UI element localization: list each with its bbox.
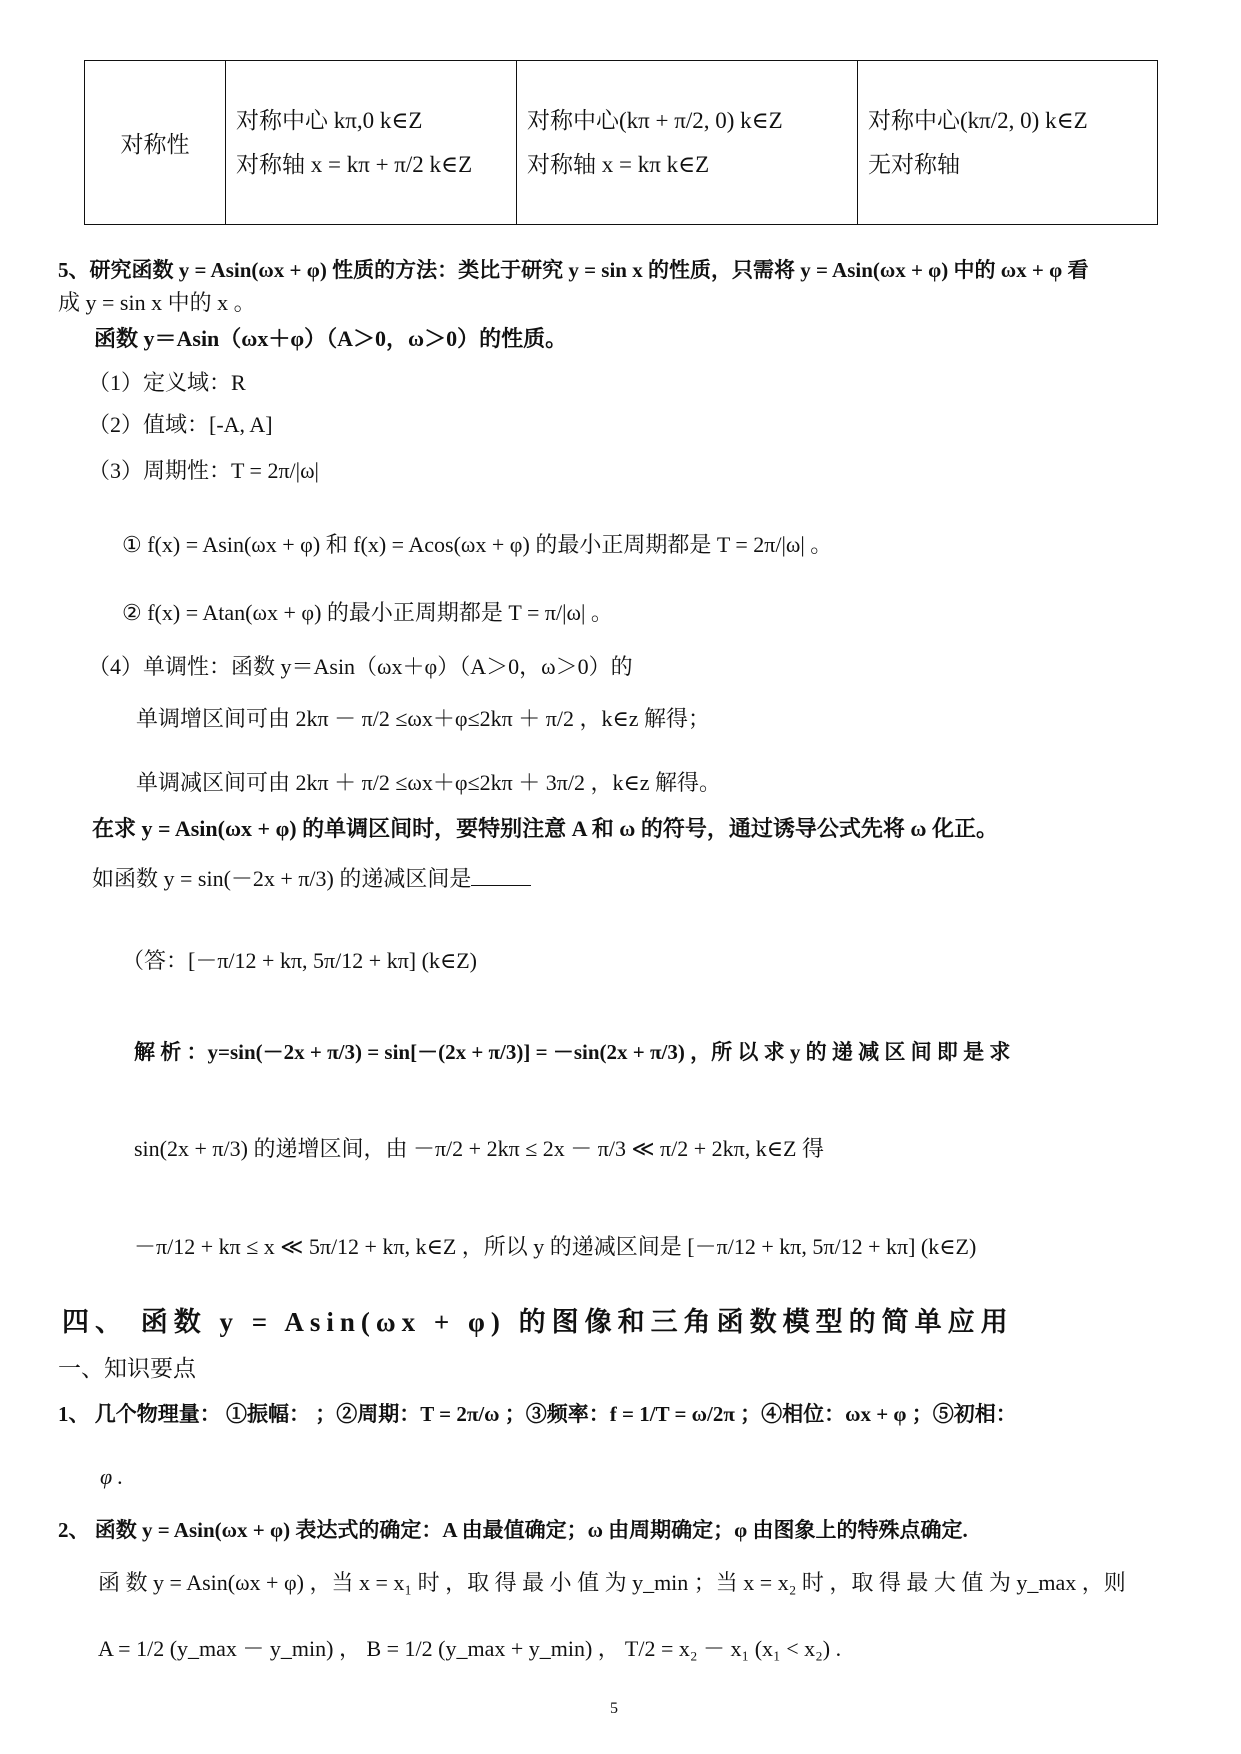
section4-title: 四、 函数 y = Asin(ωx + φ) 的图像和三角函数模型的简单应用 <box>62 1307 1014 1337</box>
sign-note: 在求 y = Asin(ωx + φ) 的单调区间时，要特别注意 A 和 ω 的符号，通过诱导公式先将 ω 化正。 <box>92 816 998 841</box>
sec5-line2: 成 y = sin x 中的 x 。 <box>58 290 256 315</box>
sec5-heading: 函数 y＝Asin（ωx＋φ）（A＞0，ω＞0）的性质。 <box>94 326 568 351</box>
example-line <box>92 862 531 893</box>
sin-center: 对称中心 kπ,0 k∈Z <box>236 107 423 133</box>
symmetry-table <box>84 60 1158 225</box>
monotonic-increase: 单调增区间可由 2kπ － π/2 ≤ωx＋φ≤2kπ ＋ π/2 ，k∈z 解得； <box>136 706 711 731</box>
period-sin-cos: ① f(x) = Asin(ωx + φ) 和 f(x) = Acos(ωx + φ) 的最小正周期都是 T = 2π/|ω| 。 <box>122 532 833 557</box>
answer-line: （答：[－π/12 + kπ, 5π/12 + kπ] (k∈Z) <box>122 948 477 973</box>
period-tan: ② f(x) = Atan(ωx + φ) 的最小正周期都是 T = π/|ω| 。 <box>122 600 613 625</box>
table-col-sin <box>226 61 517 225</box>
table-label: 对称性 <box>85 61 226 225</box>
example-text: 如函数 y = sin(－2x + π/3) 的递减区间是 <box>92 866 472 891</box>
solution-line2: sin(2x + π/3) 的递增区间，由 －π/2 + 2kπ ≤ 2x － π/3 ≪ π/2 + 2kπ, k∈Z 得 <box>134 1136 824 1161</box>
cos-center: 对称中心(kπ + π/2, 0) k∈Z <box>527 107 783 133</box>
tan-axis: 无对称轴 <box>868 151 960 177</box>
range-line: （2）值域：[-A, A] <box>88 412 273 437</box>
function-extrema: 函 数 y = Asin(ωx + φ) ，当 x = x₁ 时 ，取 得 最 小 值 为 y_min ；当 x = x₂ 时 ，取 得 最 大 值 为 y_max ，则 <box>98 1570 1126 1595</box>
answer-blank <box>471 865 531 886</box>
solution-line1: 解 析 ：y=sin(－2x + π/3) = sin[－(2x + π/3)] = －sin(2x + π/3) ，所 以 求 y 的 递 减 区 间 即 是 求 <box>134 1040 1011 1064</box>
expression-determination: 2、 函数 y = Asin(ωx + φ) 表达式的确定：A 由最值确定；ω 由周期确定；φ 由图象上的特殊点确定. <box>58 1518 968 1542</box>
table-col-cos <box>517 61 858 225</box>
monotonic-decrease: 单调减区间可由 2kπ ＋ π/2 ≤ωx＋φ≤2kπ ＋ 3π/2 ，k∈z 解得。 <box>136 770 722 795</box>
sec5-line1: 5、研究函数 y = Asin(ωx + φ) 性质的方法：类比于研究 y = sin x 的性质，只需将 y = Asin(ωx + φ) 中的 ωx + φ 看 <box>58 258 1089 282</box>
period-line: （3）周期性：T = 2π/|ω| <box>88 458 319 483</box>
page-number: 5 <box>610 1700 618 1717</box>
monotonic-line: （4）单调性：函数 y＝Asin（ωx＋φ）（A＞0，ω＞0）的 <box>88 654 633 679</box>
table-col-tan <box>858 61 1158 225</box>
sin-axis: 对称轴 x = kπ + π/2 k∈Z <box>236 151 473 177</box>
physics-quantities: 1、 几个物理量： ①振幅： ；②周期：T = 2π/ω ；③频率：f = 1/T = ω/2π ；④相位：ωx + φ ；⑤初相： <box>58 1402 1017 1426</box>
amplitude-formulas: A = 1/2 (y_max － y_min) ， B = 1/2 (y_max + y_min) ， T/2 = x₂ － x₁ (x₁ < x₂) . <box>98 1636 842 1661</box>
domain-line: （1）定义域：R <box>88 370 246 395</box>
solution-line3: －π/12 + kπ ≤ x ≪ 5π/12 + kπ, k∈Z ，所以 y 的递减区间是 [－π/12 + kπ, 5π/12 + kπ] (k∈Z) <box>134 1234 977 1259</box>
initial-phase: φ . <box>100 1464 124 1489</box>
knowledge-heading: 一、知识要点 <box>58 1356 196 1381</box>
cos-axis: 对称轴 x = kπ k∈Z <box>527 151 710 177</box>
tan-center: 对称中心(kπ/2, 0) k∈Z <box>868 107 1088 133</box>
